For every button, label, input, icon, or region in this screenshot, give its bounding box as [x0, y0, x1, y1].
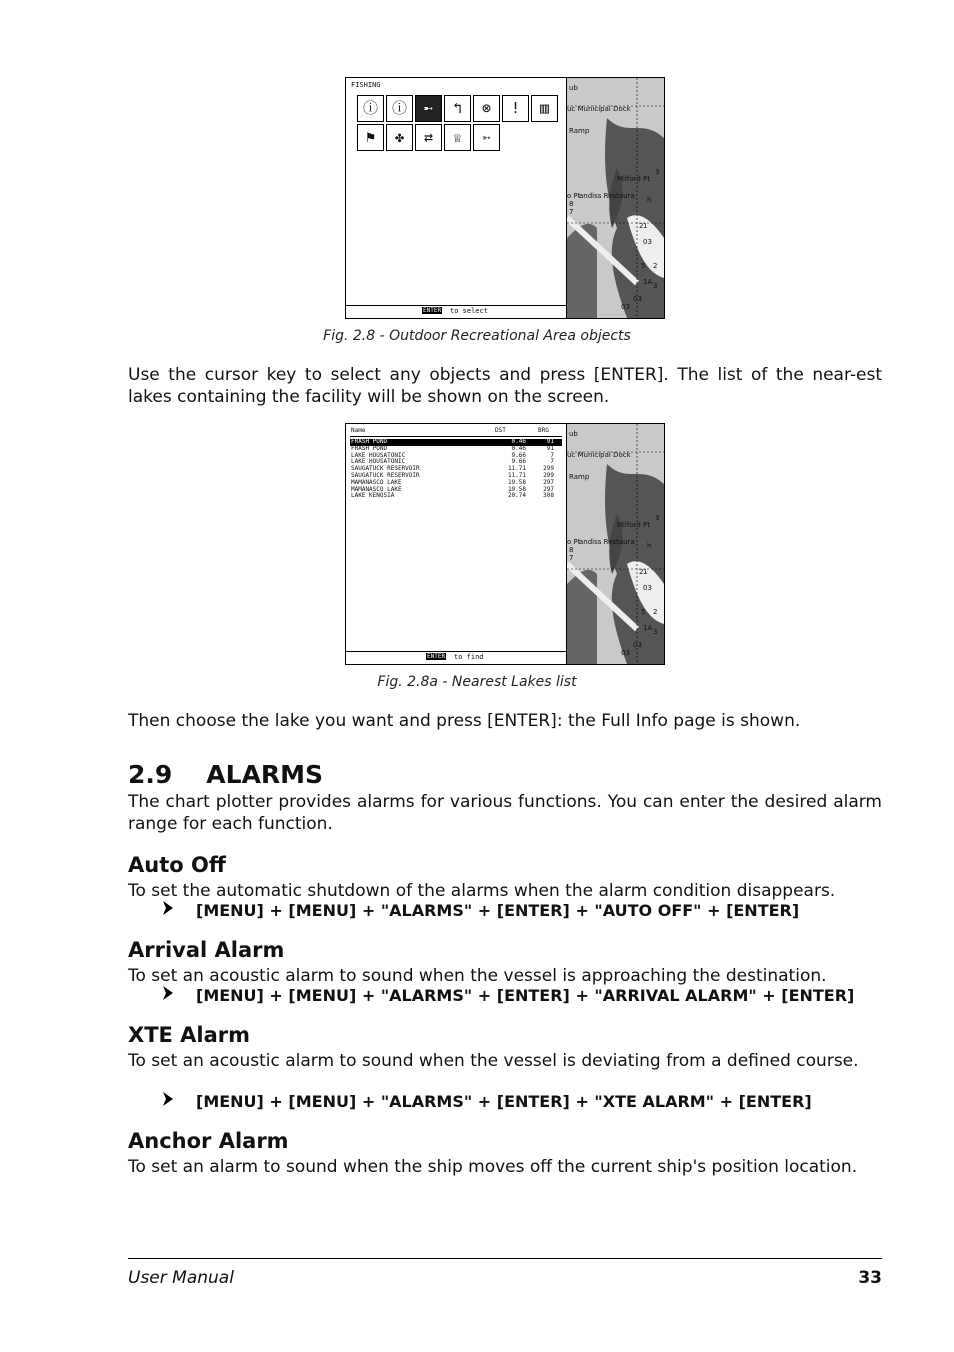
lake-name: MAMANASCO LAKE [351, 485, 402, 493]
auto-off-command [160, 900, 799, 920]
arrival-alarm-command [160, 985, 854, 1005]
map-label: 03 [633, 295, 642, 303]
header-brg: BRG [538, 427, 549, 434]
map-label: ub [569, 430, 578, 438]
fig2-screen [345, 423, 665, 665]
boat-launch-icon[interactable]: ↰ [444, 95, 471, 122]
header-divider [350, 436, 562, 437]
lake-bearing: 91 [546, 438, 554, 445]
map-label: andiss Restaura [579, 192, 635, 200]
map-label: Ramp [569, 473, 590, 481]
auto-off-heading: Auto Off [128, 853, 226, 877]
xte-alarm-command-text: [MENU] + [MENU] + "ALARMS" + [ENTER] + "XTE ALARM" + [ENTER] [196, 1092, 812, 1111]
map-label: o Pt [567, 192, 581, 200]
map-label: 1A [643, 278, 653, 286]
arrival-alarm-text: To set an acoustic alarm to sound when the vessel is approaching the destination. [128, 966, 827, 986]
map-label: o Pt [567, 538, 581, 546]
chevron-right-icon [160, 900, 196, 920]
map-label: 1 [643, 568, 648, 576]
map-label: Milford Pt [617, 175, 651, 183]
exclamation-icon[interactable]: ! [502, 95, 529, 122]
xte-alarm-command [160, 1091, 812, 1111]
lake-bearing: 308 [543, 492, 554, 500]
lake-distance: 19.58 [507, 478, 526, 486]
lake-bearing: 299 [543, 465, 554, 473]
choose-paragraph: Then choose the lake you want and press [ENTER]: the Full Info page is shown. [128, 711, 801, 731]
chevron-right-icon [160, 1091, 196, 1111]
fig1-enter-key: ENTER [423, 307, 442, 314]
flag-icon[interactable]: ⚑ [357, 124, 384, 151]
footer-rule [128, 1258, 882, 1259]
map-label: Ramp [569, 127, 590, 135]
fig1-chart-map [567, 78, 664, 318]
footer-title: User Manual [128, 1268, 234, 1288]
lake-name: SAUGATUCK RESERVOIR [351, 465, 420, 473]
xte-alarm-text: To set an acoustic alarm to sound when the vessel is deviating from a defined course. [128, 1051, 859, 1071]
xte-alarm-heading: XTE Alarm [128, 1023, 251, 1047]
map-label: 03 [643, 584, 652, 592]
lake-distance: 9.66 [511, 458, 526, 466]
lake-distance: 19.58 [507, 485, 526, 493]
map-label: uc Municipal Dock [567, 451, 631, 459]
lake-name: LAKE HOUSATONIC [351, 458, 406, 466]
map-label: andiss Restaura [579, 538, 635, 546]
header-name: Name [351, 427, 366, 434]
fig1-screen [345, 77, 665, 319]
map-label: 3 [655, 168, 660, 176]
map-label: Milford Pt [617, 521, 651, 529]
fish-icon[interactable]: ➸ [415, 95, 442, 122]
sturgeon-icon[interactable]: ➳ [473, 124, 500, 151]
map-label: 8 [569, 546, 574, 554]
map-label: 7 [569, 554, 574, 562]
boat-trailer-icon[interactable]: ⇄ [415, 124, 442, 151]
lake-name: FRASH POND [351, 438, 388, 445]
fig2-footer [346, 651, 566, 664]
fig1-caption: Fig. 2.8 - Outdoor Recreational Area objects [323, 328, 631, 344]
map-label: 03 [643, 238, 652, 246]
fig2-list-panel [346, 424, 567, 664]
list-header [346, 427, 566, 436]
lake-name: MAMANASCO LAKE [351, 478, 402, 486]
fig2-caption: Fig. 2.8a - Nearest Lakes list [377, 674, 577, 690]
fig1-footer-text: to select [450, 307, 488, 315]
lake-bearing: 91 [546, 444, 554, 452]
fig2-enter-key: ENTER [427, 653, 446, 660]
chevron-right-icon [160, 985, 196, 1005]
trophy-icon[interactable]: ♕ [444, 124, 471, 151]
map-label: 03 [633, 641, 642, 649]
lake-distance: 11.71 [507, 472, 526, 479]
map-label: 5 [641, 262, 646, 270]
map-label: 03 [621, 649, 630, 657]
auto-off-command-text: [MENU] + [MENU] + "ALARMS" + [ENTER] + "AUTO OFF" + [ENTER] [196, 901, 800, 920]
arrival-alarm-heading: Arrival Alarm [128, 938, 285, 962]
section-heading [128, 760, 323, 789]
fig1-panel-title: FISHING [351, 81, 381, 89]
map-label: 3 [655, 514, 660, 522]
auto-off-text: To set the automatic shutdown of the alarms when the alarm condition disappears. [128, 881, 836, 901]
fig1-map-graphic [567, 78, 664, 318]
lake-distance: 0.46 [511, 438, 526, 445]
anchor-alarm-text: To set an alarm to sound when the ship moves off the current ship's position location. [128, 1157, 858, 1177]
fig2-map-graphic [567, 424, 664, 664]
anchor-alarm-heading: Anchor Alarm [128, 1129, 289, 1153]
map-label: 3 [653, 282, 658, 290]
map-label: 5 [641, 608, 646, 616]
map-label: 1A [643, 624, 653, 632]
map-label: h [647, 196, 652, 204]
restricted-icon[interactable]: ⊗ [473, 95, 500, 122]
map-label: 2 [653, 608, 658, 616]
map-label: 7 [569, 208, 574, 216]
page-number: 33 [858, 1268, 882, 1288]
map-label: 8 [569, 200, 574, 208]
map-label: 1 [643, 222, 648, 230]
lake-distance: 11.71 [507, 465, 526, 473]
map-label: 2 [639, 222, 644, 230]
fig2-footer-text: to find [454, 653, 484, 661]
lake-name: SAUGATUCK RESERVOIR [351, 472, 420, 479]
header-dst: DST [495, 427, 506, 434]
lake-bearing: 297 [543, 478, 554, 486]
lake-bearing: 297 [543, 485, 554, 493]
lake-distance: 0.46 [511, 444, 526, 452]
map-label: h [647, 542, 652, 550]
arrival-alarm-command-text: [MENU] + [MENU] + "ALARMS" + [ENTER] + "ARRIVAL ALARM" + [ENTER] [196, 986, 855, 1005]
info-circle-icon[interactable]: ⓘ [386, 95, 413, 122]
section-number: 2.9 [128, 760, 173, 789]
fig2-chart-map [567, 424, 664, 664]
ruler-icon[interactable]: ▥ [531, 95, 558, 122]
lake-name: FRASH POND [351, 444, 388, 452]
map-label: 2 [653, 262, 658, 270]
map-label: 3 [653, 628, 658, 636]
map-label: 03 [621, 303, 630, 311]
intro-paragraph: Use the cursor key to select any objects and press [ENTER]. The list of the near-est lakes containing the facility will be shown on the screen. [128, 365, 882, 407]
map-label: uc Municipal Dock [567, 105, 631, 113]
section-intro: The chart plotter provides alarms for various functions. You can enter the desired alarm range for each function. [128, 792, 882, 834]
lake-name: LAKE HOUSATONIC [351, 451, 406, 459]
lake-distance: 9.66 [511, 451, 526, 459]
lake-distance: 20.74 [507, 492, 526, 500]
lake-name: LAKE KENOSIA [351, 492, 395, 500]
lake-bearing: 299 [543, 472, 554, 479]
section-title: ALARMS [206, 760, 324, 789]
fig1-footer [346, 305, 566, 318]
lake-bearing: 7 [550, 458, 554, 466]
info-circle-icon[interactable]: ⓘ [357, 95, 384, 122]
lake-bearing: 7 [550, 451, 554, 459]
lake-list-row[interactable] [350, 493, 562, 500]
map-label: ub [569, 84, 578, 92]
map-label: 2 [639, 568, 644, 576]
maple-leaf-icon[interactable]: ✤ [386, 124, 413, 151]
fig1-object-panel [346, 78, 567, 318]
